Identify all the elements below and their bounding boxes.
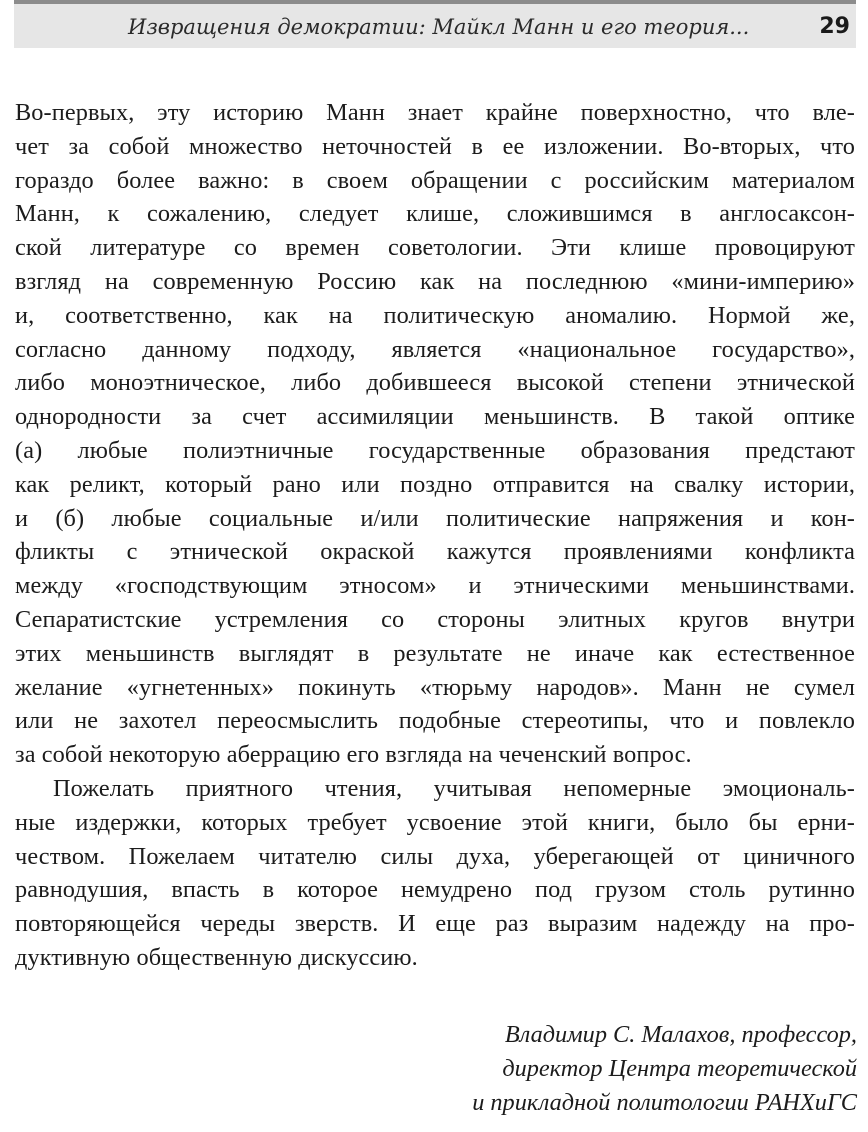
text-line: или не захотел переосмыслить подобные стереотипы, что и повлекло xyxy=(15,707,855,735)
text-line: Сепаратистские устремления со стороны элитных кругов внутри xyxy=(15,605,855,633)
text-line: однородности за счет ассимиляции меньшинств. В такой оптике xyxy=(15,403,855,431)
text-line: повторяющейся череды зверств. И еще раз выразим надежду на про- xyxy=(15,910,855,938)
text-line: равнодушия, впасть в которое немудрено под грузом столь рутинно xyxy=(15,876,855,904)
text-line: этих меньшинств выглядят в результате не иначе как естественное xyxy=(15,639,855,667)
text-line: Во-первых, эту историю Манн знает крайне поверхностно, что вле- xyxy=(15,99,855,126)
signature xyxy=(472,1018,857,1120)
text-line: гораздо более важно: в своем обращении с российским материалом xyxy=(15,166,855,194)
text-line: согласно данному подходу, является «национальное государство», xyxy=(15,335,855,363)
signature-name-line: Владимир С. Малахов, профессор, xyxy=(504,1021,857,1048)
paragraph xyxy=(15,96,855,772)
text-line: либо моноэтническое, либо добившееся высокой степени этнической xyxy=(15,369,855,397)
page-number: 29 xyxy=(819,14,850,39)
text-line: чет за собой множество неточностей в ее изложении. Во-вторых, что xyxy=(15,132,855,160)
text-line: желание «угнетенных» покинуть «тюрьму народов». Манн не сумел xyxy=(15,673,855,701)
text-line: Пожелать приятного чтения, учитывая непомерные эмоциональ- xyxy=(53,774,855,802)
running-title: Извращения демократии: Майкл Манн и его теория... xyxy=(128,15,750,39)
text-line: чеством. Пожелаем читателю силы духа, уберегающей от циничного xyxy=(15,842,855,870)
paragraph xyxy=(15,772,855,975)
text-line: фликты с этнической окраской кажутся проявлениями конфликта xyxy=(15,538,855,566)
text-line: за собой некоторую аберрацию его взгляда на чеченский вопрос. xyxy=(15,741,692,769)
text-line: между «господствующим этносом» и этническими меньшинствами. xyxy=(15,572,855,600)
text-line: (а) любые полиэтничные государственные образования предстают xyxy=(15,436,855,464)
signature-position-line: директор Центра теоретической xyxy=(502,1055,857,1082)
text-line: ные издержки, которых требует усвоение этой книги, было бы ерни- xyxy=(15,808,855,836)
text-line: как реликт, который рано или поздно отправится на свалку истории, xyxy=(15,470,855,498)
running-header xyxy=(14,0,856,48)
text-line: ской литературе со времен советологии. Эти клише провоцируют xyxy=(15,234,855,262)
text-line: и, соответственно, как на политическую аномалию. Нормой же, xyxy=(15,301,855,329)
text-line: Манн, к сожалению, следует клише, сложившимся в англосаксон- xyxy=(15,200,855,228)
text-line: дуктивную общественную дискуссию. xyxy=(15,943,418,971)
signature-affiliation-line: и прикладной политологии РАНХиГС xyxy=(472,1089,857,1116)
text-line: взгляд на современную Россию как на последнюю «мини-империю» xyxy=(15,267,855,295)
text-line: и (б) любые социальные и/или политические напряжения и кон- xyxy=(15,504,855,532)
body-text xyxy=(15,96,855,975)
